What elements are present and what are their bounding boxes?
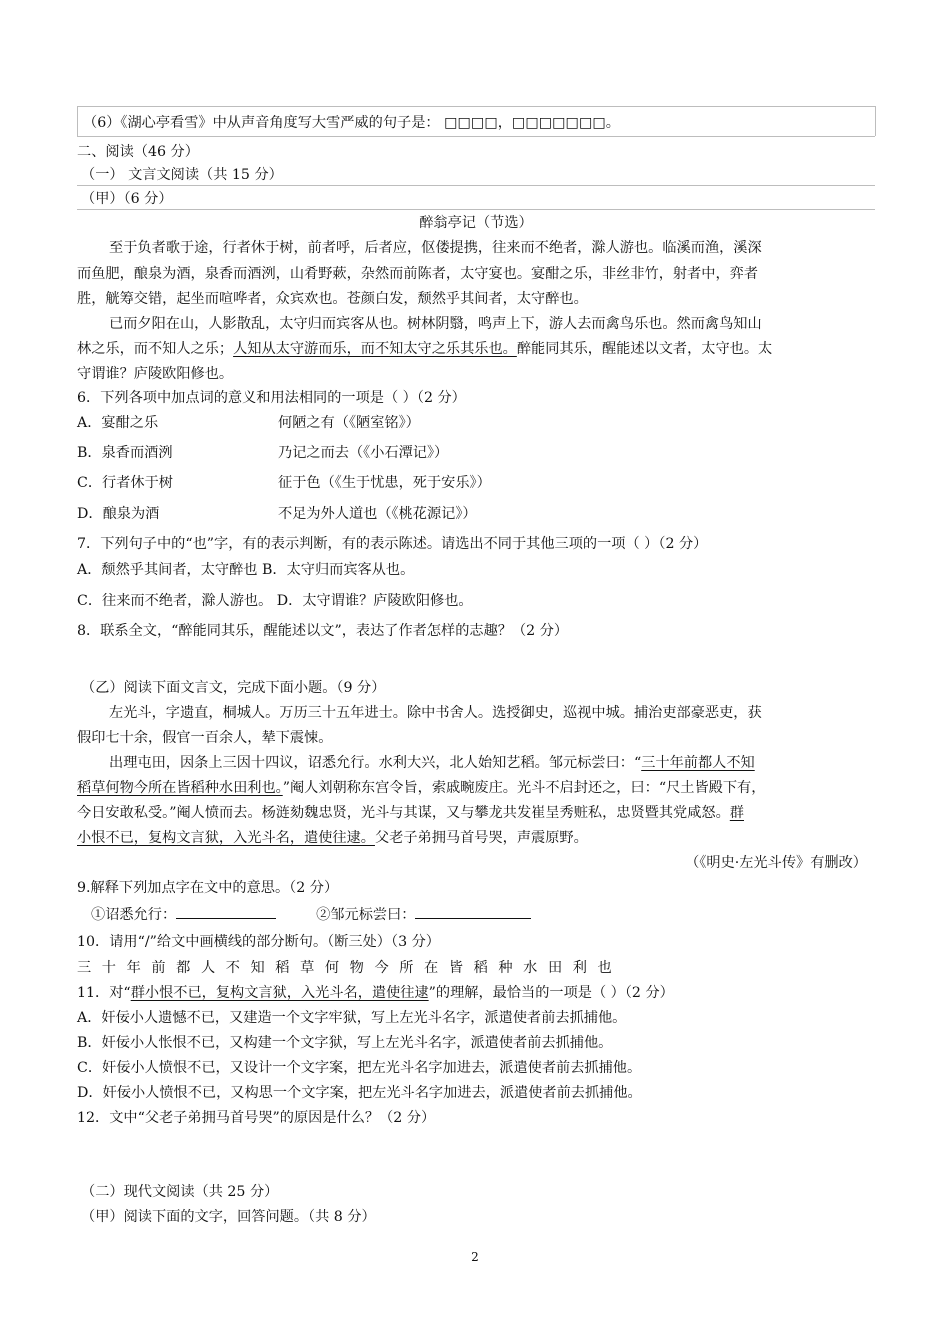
q11-option-c: C．奸佞小人愤恨不已，又设计一个文字案，把左光斗名字加进去，派遣使者前去抓捕他。 bbox=[77, 1060, 642, 1076]
part-modern-jia-heading: （甲）阅读下面的文字，回答问题。（共 8 分） bbox=[81, 1209, 376, 1225]
question-10: 10．请用“/”给文中画横线的部分断句。（断三处）（3 分） bbox=[77, 934, 440, 950]
passage-line bbox=[77, 803, 744, 823]
q6-option-a bbox=[77, 413, 867, 433]
q6-option-c bbox=[77, 473, 867, 493]
q11-quoted-sentence: 群小恨不已，复构文言狱，入光斗名，遣使往逮 bbox=[130, 985, 429, 1001]
q10-unpunctuated-text: 三十年前都人不知稻草何物今所在皆稻种水田利也 bbox=[77, 960, 623, 976]
table-top-border bbox=[77, 106, 875, 107]
q9-item-a-label: ①诏悉允行： bbox=[91, 907, 177, 923]
q9-items bbox=[91, 904, 531, 925]
passage-line bbox=[77, 828, 588, 848]
part-classical-heading: （一） 文言文阅读（共 15 分） bbox=[81, 167, 283, 183]
question-11 bbox=[77, 983, 674, 1003]
q11-option-b: B．奸佞小人怅恨不已，又构建一个文字狱，写上左光斗名字，派遣使者前去抓捕他。 bbox=[77, 1035, 613, 1051]
passage-title: 醉翁亭记（节选） bbox=[419, 215, 533, 231]
passage-line: 胜，觥筹交错，起坐而喧哗者，众宾欢也。苍颜白发，颓然乎其间者，太守醉也。 bbox=[77, 291, 588, 307]
question-12: 12．文中“父老子弟拥马首号哭”的原因是什么？（2 分） bbox=[77, 1110, 436, 1126]
passage-text: 林之乐，而不知人之乐； bbox=[77, 341, 234, 357]
jia-heading: （甲）（6 分） bbox=[81, 191, 173, 207]
yi-heading: （乙）阅读下面文言文，完成下面小题。（9 分） bbox=[81, 680, 386, 696]
page-number: 2 bbox=[471, 1250, 479, 1264]
passage-line: 守谓谁？庐陵欧阳修也。 bbox=[77, 366, 234, 382]
q11-text: 11．对“ bbox=[77, 985, 131, 1001]
underlined-sentence: 稻草何物今所在皆稻种水田利也。 bbox=[77, 780, 283, 796]
answer-blank[interactable] bbox=[415, 904, 531, 919]
q6-fill-line: （6）《湖心亭看雪》中从声音角度写大雪严威的句子是： □□□□，□□□□□□□。 bbox=[83, 115, 620, 131]
option-right: 何陋之有（《陋室铭》） bbox=[278, 415, 420, 431]
passage-text: 今日安敢私受。”阉人愤而去。杨涟劾魏忠贤，光斗与其谋，又与攀龙共发崔呈秀赃私，忠贤暨其党咸怒。 bbox=[77, 805, 730, 821]
option-left: A．宴酣之乐 bbox=[77, 415, 159, 431]
q6-option-d bbox=[77, 504, 867, 524]
underlined-sentence: 三十年前都人不知 bbox=[641, 755, 755, 771]
underlined-sentence: 人知从太守游而乐，而不知太守之乐其乐也。 bbox=[233, 341, 517, 357]
passage-text: 醉能同其乐，醒能述以文者，太守也。太 bbox=[516, 341, 773, 357]
q11-text: ”的理解，最恰当的一项是（ ）（2 分） bbox=[428, 985, 674, 1001]
passage-line: 左光斗，字遗直，桐城人。万历三十五年进士。除中书舍人。选授御史，巡视中城。捕治吏部豪恶吏，获 bbox=[109, 705, 762, 721]
question-6: 6．下列各项中加点词的意义和用法相同的一项是（ ）（2 分） bbox=[77, 390, 466, 406]
option-left: D．酿泉为酒 bbox=[77, 506, 160, 522]
q11-option-a: A．奸佞小人遗憾不已，又建造一个文字牢狱，写上左光斗名字，派遣使者前去抓捕他。 bbox=[77, 1010, 627, 1026]
q6-option-b bbox=[77, 443, 867, 463]
passage-text: 父老子弟拥马首号哭，声震原野。 bbox=[374, 830, 588, 846]
option-left: C．行者休于树 bbox=[77, 475, 173, 491]
underlined-sentence: 群 bbox=[729, 805, 744, 821]
passage-line bbox=[77, 778, 765, 798]
question-9: 9.解释下列加点字在文中的意思。（2 分） bbox=[77, 880, 339, 896]
part-modern-heading: （二）现代文阅读（共 25 分） bbox=[81, 1184, 279, 1200]
option-right: 不足为外人道也（《桃花源记》） bbox=[278, 506, 477, 522]
divider bbox=[77, 209, 875, 210]
answer-blank[interactable] bbox=[176, 904, 276, 919]
divider bbox=[77, 185, 875, 186]
passage-text: 出理屯田，因条上三因十四议，诏悉允行。水利大兴，北人始知艺稻。邹元标尝曰：“ bbox=[109, 755, 642, 771]
passage-line: 至于负者歌于途，行者休于树，前者呼，后者应，伛偻提携，往来而不绝者，滁人游也。临溪而渔，溪深 bbox=[109, 240, 762, 256]
passage-line: 而鱼肥，酿泉为酒，泉香而酒洌，山肴野蔌，杂然而前陈者，太守宴也。宴酣之乐，非丝非竹，射者中，弈者 bbox=[77, 266, 759, 282]
q9-item-b-label: ②邹元标尝曰： bbox=[316, 907, 416, 923]
table-left-border bbox=[77, 106, 78, 136]
question-8: 8．联系全文，“醉能同其乐，醒能述以文”，表达了作者怎样的志趣？（2 分） bbox=[77, 623, 569, 639]
passage-line: 已而夕阳在山，人影散乱，太守归而宾客从也。树林阴翳，鸣声上下，游人去而禽鸟乐也。然而禽鸟知山 bbox=[109, 316, 762, 332]
option-right: 征于色（《生于忧患，死于安乐》） bbox=[278, 475, 491, 491]
passage-source: （《明史·左光斗传》有删改） bbox=[685, 855, 867, 871]
passage-line bbox=[77, 339, 772, 359]
underlined-sentence: 小恨不已，复构文言狱，入光斗名，遣使往逮。 bbox=[77, 830, 375, 846]
q11-option-d: D．奸佞小人愤恨不已，又构思一个文字案，把左光斗名字加进去，派遣使者前去抓捕他。 bbox=[77, 1085, 642, 1101]
table-right-border bbox=[875, 106, 876, 136]
passage-line bbox=[109, 753, 755, 773]
option-right: 乃记之而去（《小石潭记》） bbox=[278, 445, 449, 461]
q7-options-cd: C．往来而不绝者，滁人游也。 D．太守谓谁？庐陵欧阳修也。 bbox=[77, 593, 473, 609]
passage-line: 假印七十余，假官一百余人，辇下震悚。 bbox=[77, 730, 333, 746]
option-left: B．泉香而酒洌 bbox=[77, 445, 173, 461]
q7-options-ab: A．颓然乎其间者，太守醉也 B．太守归而宾客从也。 bbox=[77, 562, 415, 578]
table-row-border bbox=[77, 136, 875, 137]
passage-text: ”阉人刘朝称东宫令旨，索戚畹废庄。光斗不启封还之，曰：“尺土皆殿下有， bbox=[282, 780, 766, 796]
section-heading-reading: 二、阅读（46 分） bbox=[77, 144, 199, 160]
question-7: 7．下列句子中的“也”字，有的表示判断，有的表示陈述。请选出不同于其他三项的一项（ ）（2 分） bbox=[77, 536, 708, 552]
